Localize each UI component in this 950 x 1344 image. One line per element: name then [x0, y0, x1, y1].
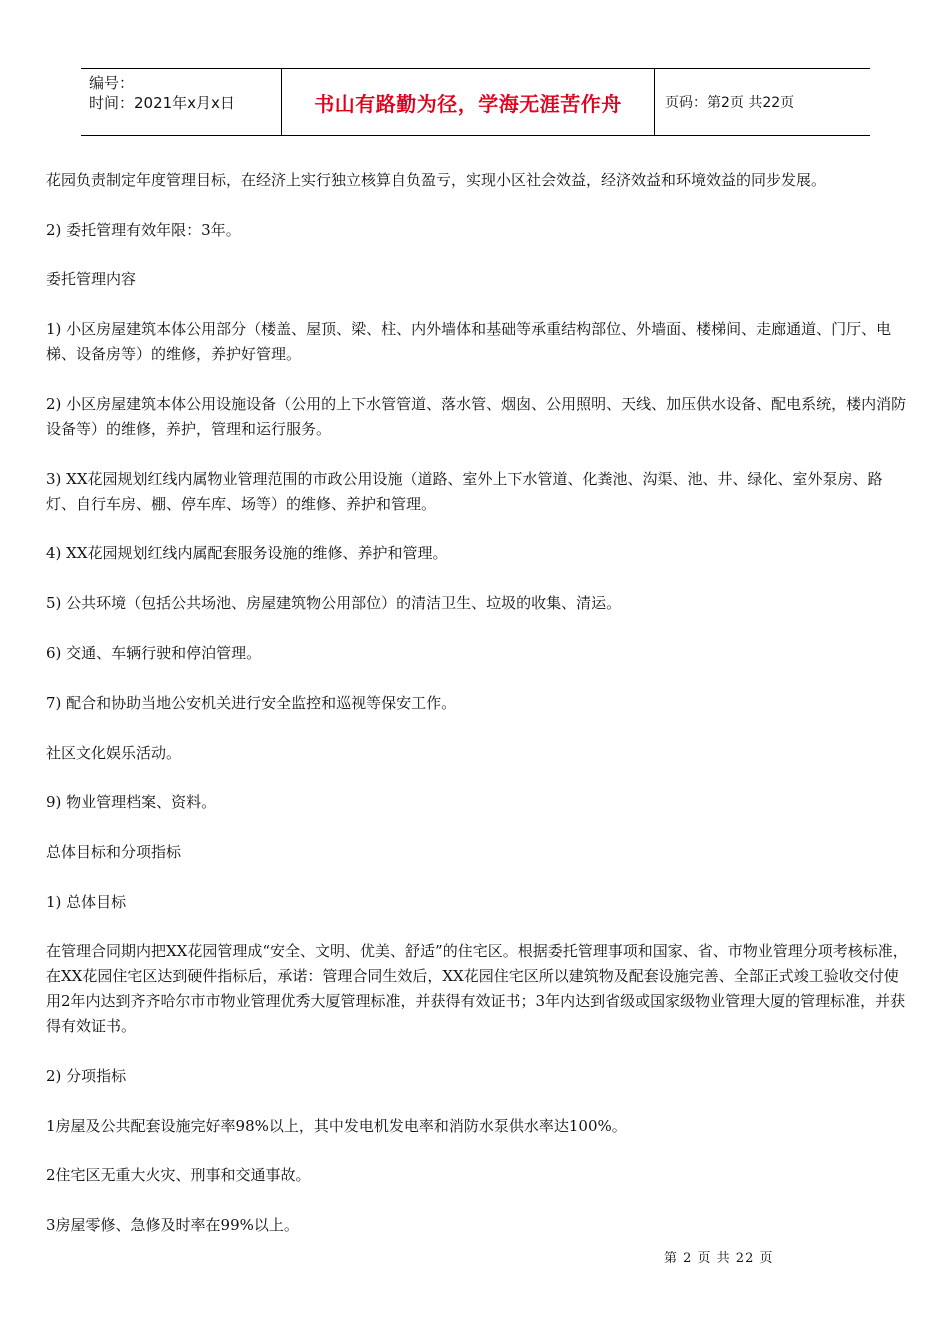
section-heading-goals: 总体目标和分项指标 [46, 843, 182, 861]
paragraph-item-3: 3) XX花园规划红线内属物业管理范围的市政公用设施（道路、室外上下水管道、化粪池、沟渠、池、井、绿化、室外泵房、路灯、自行车房、棚、停车库、场等）的维修、养护和管理。 [46, 470, 883, 513]
paragraph-overall-goal: 在管理合同期内把XX花园管理成“安全、文明、优美、舒适”的住宅区。根据委托管理事项和国家、省、市物业管理分项考核标准，在XX花园住宅区达到硬件指标后，承诺：管理合同生效后，XX花园住宅区所以建筑物及配套设施完善、全部正式竣工验收交付使用2年内达到齐齐哈尔市市物业管理优秀大厦管理标准，并获得有效证书；3年内达到省级或国家级物业管理大厦的管理标准，并获得有效证书。 [46, 942, 908, 1035]
indicator-1: 1房屋及公共配套设施完好率98%以上，其中发电机发电率和消防水泵供水率达100%。 [46, 1117, 627, 1135]
header-number: 编号： [89, 74, 135, 92]
indicator-2: 2住宅区无重大火灾、刑事和交通事故。 [46, 1166, 311, 1184]
header-page-number: 页码：第2页 共22页 [665, 95, 795, 111]
paragraph-item-6: 6) 交通、车辆行驶和停泊管理。 [46, 644, 262, 662]
section-heading-content: 委托管理内容 [46, 270, 137, 288]
paragraph-item-9: 9) 物业管理档案、资料。 [46, 793, 217, 811]
indicator-3: 3房屋零修、急修及时率在99%以上。 [46, 1216, 299, 1234]
paragraph-item-4: 4) XX花园规划红线内属配套服务设施的维修、养护和管理。 [46, 544, 448, 562]
header-time: 时间：2021年x月x日 [89, 94, 235, 112]
header-meta-cell [81, 69, 282, 135]
paragraph-item-2: 2) 小区房屋建筑本体公用设施设备（公用的上下水管管道、落水管、烟囱、公用照明、天线、加压供水设备、配电系统，楼内消防设备等）的维修，养护，管理和运行服务。 [46, 395, 907, 438]
header-motto: 书山有路勤为径，学海无涯苦作舟 [282, 69, 655, 135]
paragraph-item-5: 5) 公共环境（包括公共场池、房屋建筑物公用部位）的清洁卫生、垃圾的收集、清运。 [46, 594, 622, 612]
paragraph-2: 2) 委托管理有效年限：3年。 [46, 221, 241, 239]
page-footer: 第 2 页 共 22 页 [664, 1251, 774, 1266]
paragraph-1: 花园负责制定年度管理目标，在经济上实行独立核算自负盈亏，实现小区社会效益，经济效益和环境效益的同步发展。 [46, 171, 827, 189]
paragraph-item-8: 社区文化娱乐活动。 [46, 744, 182, 762]
document-header [81, 68, 870, 136]
paragraph-item-7: 7) 配合和协助当地公安机关进行安全监控和巡视等保安工作。 [46, 694, 457, 712]
paragraph-item-1: 1) 小区房屋建筑本体公用部分（楼盖、屋顶、梁、柱、内外墙体和基础等承重结构部位、外墙面、楼梯间、走廊通道、门厅、电梯、设备房等）的维修，养护好管理。 [46, 320, 892, 363]
subheading-overall-goal: 1) 总体目标 [46, 893, 127, 911]
subheading-sub-indicators: 2) 分项指标 [46, 1067, 127, 1085]
